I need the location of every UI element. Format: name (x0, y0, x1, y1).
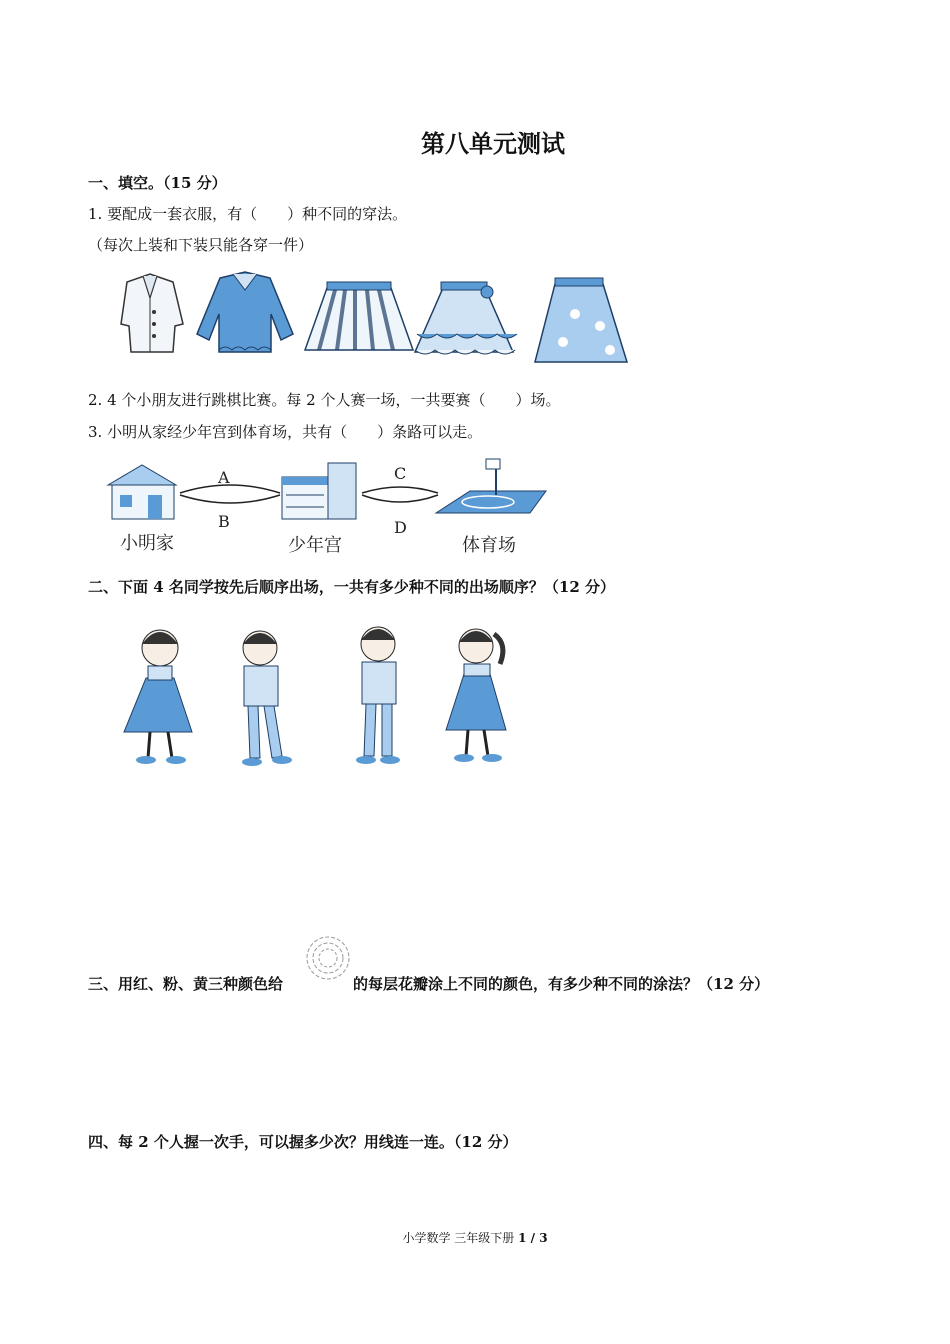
stadium-image (436, 459, 546, 513)
question-2: 2. 4 个小朋友进行跳棋比赛。每 2 个人赛一场，一共要赛（ ）场。 (88, 391, 561, 409)
place-youth-palace: 少年宫 (288, 535, 342, 556)
section3-heading-start: 三、用红、粉、黄三种颜色给 (88, 975, 284, 993)
pleated-skirt-image (305, 282, 413, 350)
coat-image (121, 274, 183, 352)
girl-2-image (446, 629, 506, 762)
path-a (180, 485, 280, 493)
frilled-skirt-image (415, 282, 517, 354)
page-footer (0, 1229, 950, 1246)
path-a-label: A (218, 468, 230, 487)
footer-text: 小学数学 三年级下册 (402, 1231, 515, 1245)
section3-heading-end: 的每层花瓣涂上不同的颜色，有多少种不同的涂法？（12 分） (353, 975, 770, 993)
girl-1-image (124, 630, 192, 764)
place-xiaoming-home: 小明家 (120, 533, 174, 554)
boy-1-image (242, 631, 292, 766)
path-c-label: C (394, 464, 407, 483)
place-stadium: 体育场 (462, 535, 516, 556)
path-d (362, 495, 438, 502)
sweater-image (197, 272, 293, 352)
section4-heading: 四、每 2 个人握一次手，可以握多少次？用线连一连。（12 分） (88, 1133, 518, 1151)
long-skirt-image (535, 278, 627, 362)
house-image (108, 465, 176, 519)
students-illustration (110, 608, 535, 788)
section2-heading: 二、下面 4 名同学按先后顺序出场，一共有多少种不同的出场顺序？（12 分） (88, 578, 615, 596)
question-1: 1. 要配成一套衣服，有（ ）种不同的穿法。 (88, 205, 408, 223)
boy-2-image (356, 627, 400, 764)
question-1-note: （每次上装和下装只能各穿一件） (88, 236, 314, 254)
section1-heading: 一、填空。（15 分） (88, 174, 227, 192)
path-d-label: D (394, 518, 407, 537)
question-3: 3. 小明从家经少年宫到体育场，共有（ ）条路可以走。 (88, 423, 483, 441)
route-illustration (100, 455, 555, 560)
path-c (362, 487, 438, 493)
path-b (180, 495, 280, 503)
flower-icon (304, 934, 352, 982)
youth-palace-image (282, 463, 356, 519)
clothing-illustration (105, 264, 630, 370)
page-title: 第八单元测试 (421, 130, 565, 158)
path-b-label: B (218, 512, 230, 531)
page-number: 1 / 3 (518, 1231, 548, 1245)
